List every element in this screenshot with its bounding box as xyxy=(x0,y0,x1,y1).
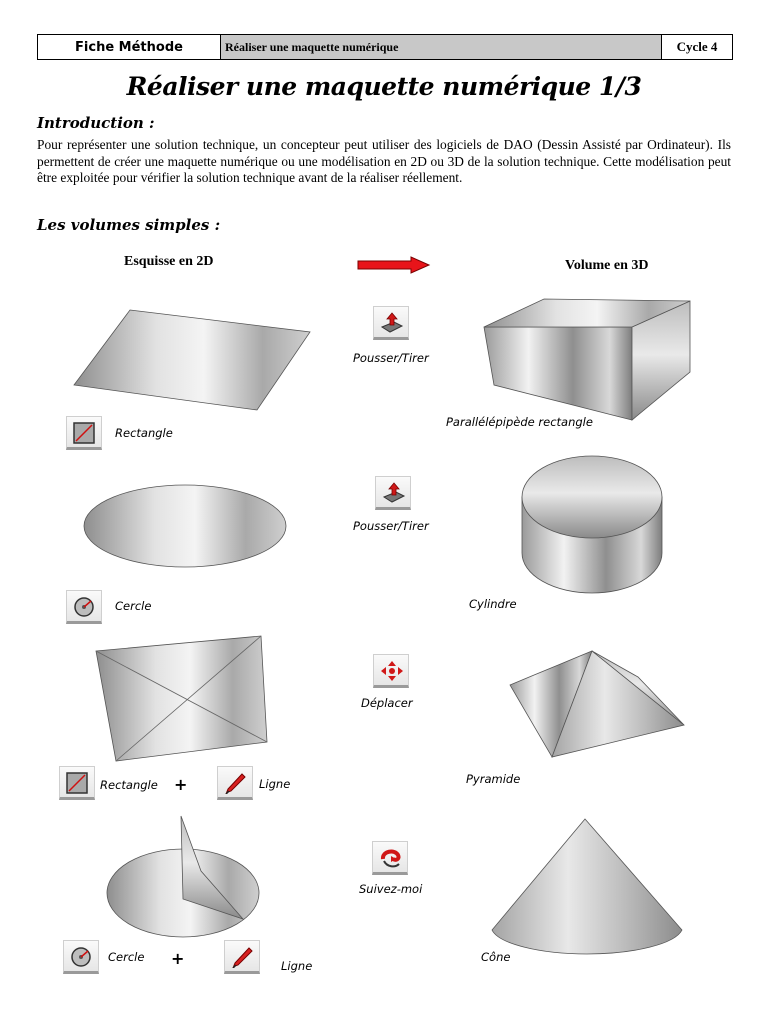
rectangle-sketch-2d xyxy=(72,308,312,412)
column-3d-heading: Volume en 3D xyxy=(565,258,649,273)
label-suivez-moi: Suivez-moi xyxy=(359,882,423,896)
circle-tool-button-2[interactable] xyxy=(63,940,99,974)
label-rectangle-1: Rectangle xyxy=(115,426,173,440)
follow-me-button[interactable] xyxy=(372,841,408,875)
line-tool-button-2[interactable] xyxy=(224,940,260,974)
rectangle-tool-button[interactable] xyxy=(66,416,102,450)
pyramid-volume-3d xyxy=(508,649,688,761)
label-push-pull-1: Pousser/Tirer xyxy=(353,351,429,365)
volumes-heading: Les volumes simples : xyxy=(37,216,221,234)
label-parallelepiped: Parallélépipède rectangle xyxy=(446,415,593,429)
rectangle-tool-button-2[interactable] xyxy=(59,766,95,800)
rectangle-tool-icon xyxy=(73,422,97,444)
label-ligne-1: Ligne xyxy=(259,777,291,791)
push-pull-button-2[interactable] xyxy=(375,476,411,510)
header-sheet-type: Fiche Méthode xyxy=(38,35,221,59)
intro-paragraph: Pour représenter une solution technique, un concepteur peut utiliser des logiciels de DAO (Dessin Assisté par Ordinateur). Ils permettent de créer une maquette numérique ou une modélisation en 2D ou 3D de la solution technique. Cette modélisation peut être exploitée pour vérifier la solution technique avant de la réaliser réellement. xyxy=(37,137,731,185)
push-pull-icon xyxy=(380,312,404,334)
header-cycle: Cycle 4 xyxy=(676,39,718,54)
square-diagonals-sketch-2d xyxy=(94,634,270,764)
cone-volume-3d xyxy=(490,818,684,960)
cylinder-volume-3d xyxy=(519,453,665,597)
label-cylindre: Cylindre xyxy=(469,597,517,611)
box-volume-3d xyxy=(482,297,694,423)
red-right-arrow-icon xyxy=(357,256,431,274)
page-title: Réaliser une maquette numérique 1/3 xyxy=(126,72,642,101)
push-pull-button-1[interactable] xyxy=(373,306,409,340)
label-rectangle-2: Rectangle xyxy=(100,778,158,792)
rectangle-tool-icon xyxy=(66,772,90,794)
header-subject: Réaliser une maquette numérique xyxy=(221,35,662,59)
circle-tool-icon xyxy=(73,596,97,618)
pencil-line-icon xyxy=(224,772,248,794)
label-push-pull-2: Pousser/Tirer xyxy=(353,519,429,533)
circle-tool-button-1[interactable] xyxy=(66,590,102,624)
plus-sign-1: + xyxy=(174,775,188,794)
label-cercle-1: Cercle xyxy=(115,599,152,613)
follow-me-icon xyxy=(379,847,403,869)
label-ligne-2: Ligne xyxy=(281,959,313,973)
pencil-line-icon xyxy=(231,946,255,968)
label-deplacer: Déplacer xyxy=(361,696,413,710)
line-tool-button-1[interactable] xyxy=(217,766,253,800)
column-2d-heading: Esquisse en 2D xyxy=(124,254,214,269)
intro-heading: Introduction : xyxy=(37,114,155,132)
circle-tool-icon xyxy=(70,946,94,968)
header-table xyxy=(37,34,733,60)
circle-triangle-sketch-2d xyxy=(103,815,265,941)
move-button[interactable] xyxy=(373,654,409,688)
label-cone: Cône xyxy=(481,950,511,964)
label-pyramide: Pyramide xyxy=(466,772,521,786)
plus-sign-2: + xyxy=(171,949,185,968)
move-icon xyxy=(380,660,404,682)
circle-sketch-2d xyxy=(82,483,288,569)
label-cercle-2: Cercle xyxy=(108,950,145,964)
push-pull-icon xyxy=(382,482,406,504)
